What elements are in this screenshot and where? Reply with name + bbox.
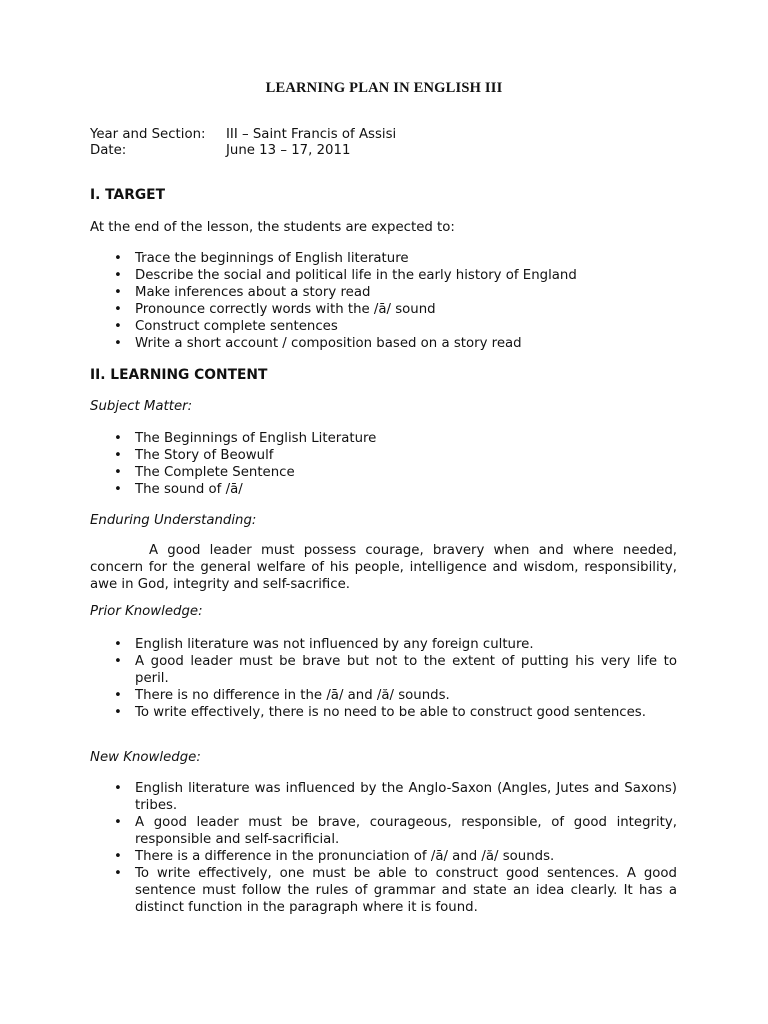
list-item: • Write a short account / composition based on a story read — [90, 335, 677, 352]
date-label: Date: — [90, 143, 127, 158]
list-item: • Pronounce correctly words with the /ā/ sound — [90, 301, 677, 318]
enduring-understanding-label: Enduring Understanding: — [90, 513, 257, 528]
list-item: • English literature was not influenced by any foreign culture. — [90, 636, 677, 653]
subject-matter-list — [90, 430, 677, 498]
list-item: • English literature was influenced by the Anglo-Saxon (Angles, Jutes and Saxons) tribes. — [90, 780, 677, 814]
target-heading: I. TARGET — [90, 187, 165, 203]
prior-knowledge-list — [90, 636, 677, 721]
list-item: • The Complete Sentence — [90, 464, 677, 481]
list-item: • The Story of Beowulf — [90, 447, 677, 464]
list-item: • There is no difference in the /ā/ and /ă/ sounds. — [90, 687, 677, 704]
list-item: • To write effectively, there is no need to be able to construct good sentences. — [90, 704, 677, 721]
prior-knowledge-label: Prior Knowledge: — [90, 604, 203, 619]
new-knowledge-list — [90, 780, 677, 916]
target-intro: At the end of the lesson, the students are expected to: — [90, 220, 455, 235]
list-item: • To write effectively, one must be able to construct good sentences. A good sentence must follow the rules of grammar and state an idea clearly. It has a distinct function in the paragraph where it is found. — [90, 865, 677, 916]
learning-content-heading: II. LEARNING CONTENT — [90, 367, 268, 383]
list-item: • Construct complete sentences — [90, 318, 677, 335]
list-item: • The sound of /ā/ — [90, 481, 677, 498]
target-list — [90, 250, 677, 352]
year-section-row — [90, 126, 396, 143]
list-item: • The Beginnings of English Literature — [90, 430, 677, 447]
list-item: • Make inferences about a story read — [90, 284, 677, 301]
enduring-understanding-text: A good leader must possess courage, bravery when and where needed, concern for the general welfare of his people, intelligence and wisdom, responsibility, awe in God, integrity and self-sacrifice. — [90, 543, 677, 592]
document-title: LEARNING PLAN IN ENGLISH III — [265, 80, 503, 96]
list-item: • A good leader must be brave but not to the extent of putting his very life to peril. — [90, 653, 677, 687]
list-item: • There is a difference in the pronunciation of /ā/ and /ă/ sounds. — [90, 848, 677, 865]
new-knowledge-label: New Knowledge: — [90, 750, 201, 765]
year-section-value: III – Saint Francis of Assisi — [226, 127, 397, 142]
year-section-label: Year and Section: — [90, 127, 206, 142]
list-item: • A good leader must be brave, courageous, responsible, of good integrity, responsible and self-sacrificial. — [90, 814, 677, 848]
date-row — [90, 142, 350, 159]
date-value: June 13 – 17, 2011 — [226, 143, 351, 158]
subject-matter-label: Subject Matter: — [90, 399, 193, 414]
list-item: • Describe the social and political life in the early history of England — [90, 267, 677, 284]
list-item: • Trace the beginnings of English literature — [90, 250, 677, 267]
